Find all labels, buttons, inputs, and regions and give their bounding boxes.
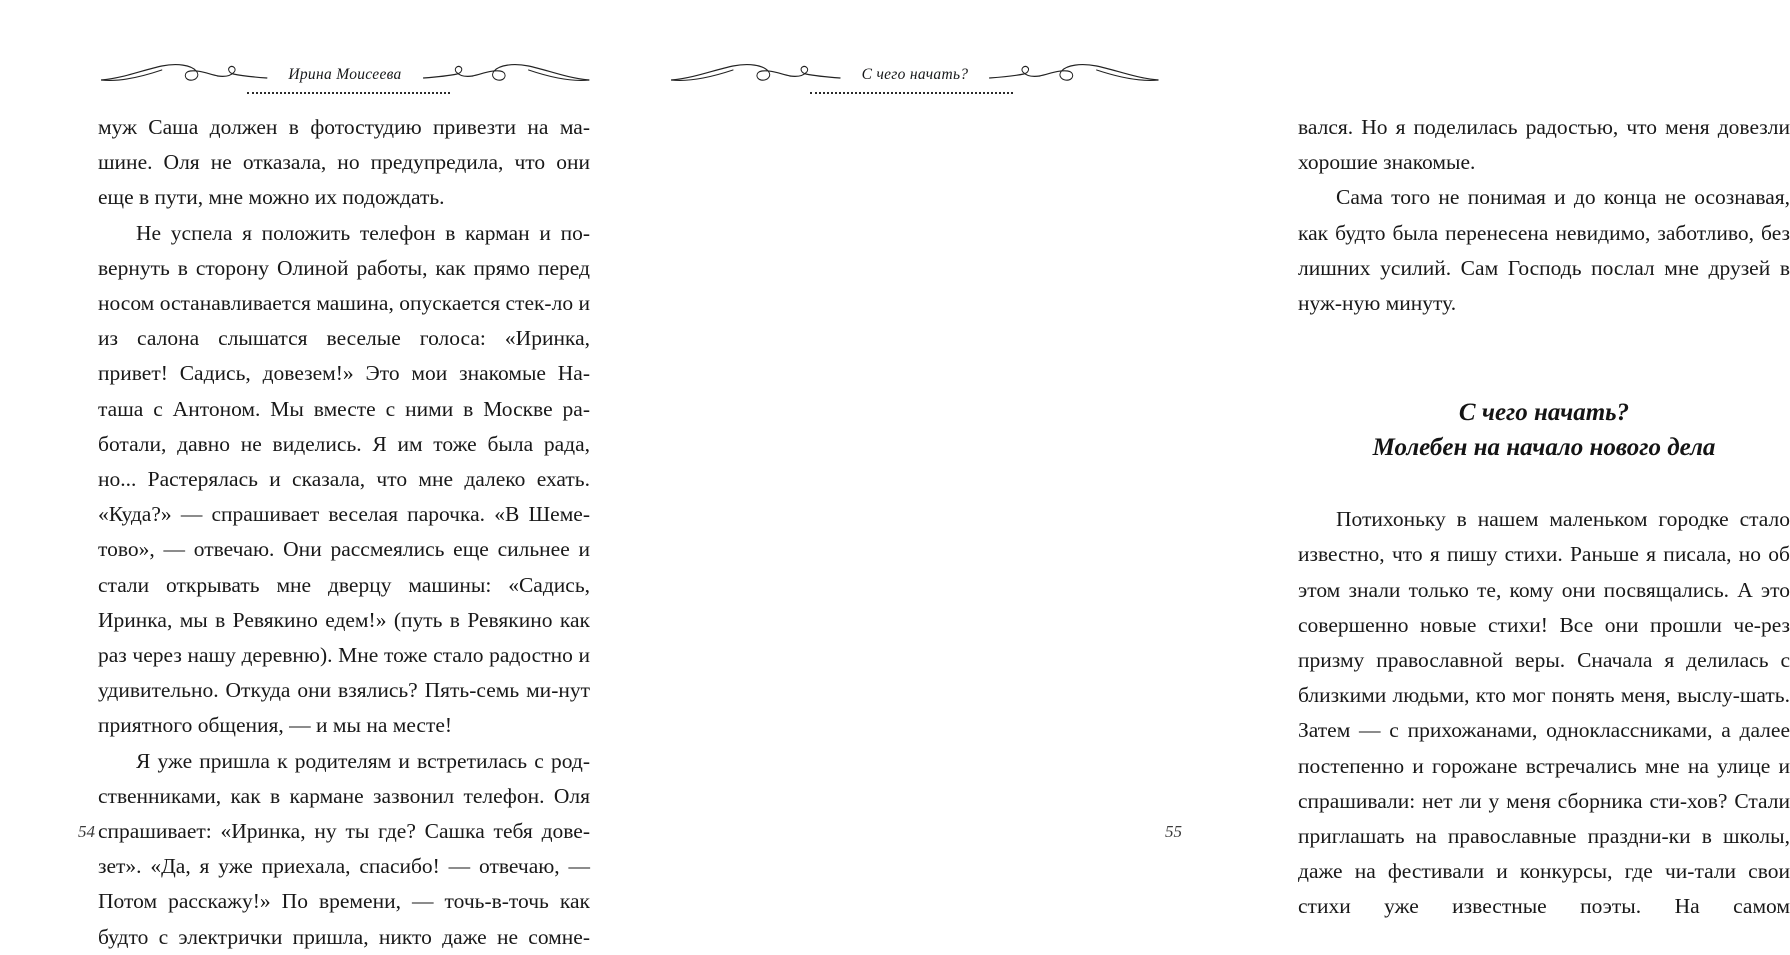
paragraph: вался. Но я поделилась радостью, что меня довезли хорошие знакомые. xyxy=(1298,115,1790,175)
chapter-title-line-1: С чего начать? xyxy=(1458,399,1630,427)
paragraph: муж Саша должен в фотостудию привезти на ма-шине. Оля не отказала, но предупредила, что они еще в пути, мне можно их подождать. xyxy=(98,115,590,210)
page-recto xyxy=(630,0,1790,919)
running-head-recto xyxy=(668,58,1162,92)
head-dotted-rule xyxy=(247,92,450,98)
running-head-verso xyxy=(98,58,592,92)
paragraph: Не успела я положить телефон в карман и по-вернуть в сторону Олиной работы, как прямо перед носом останавливается машина, опускается стек-ло и из салона слышатся веселые голоса: «Иринка, привет! Садись, довезем!» Это мои знакомые На-таша с Антоном. Мы вместе с ними в Москве ра-ботали, давно не виделись. Я им тоже была рада, но... Растерялась и сказала, что мне далеко ехать. «Куда?» — спрашивает веселая парочка. «В Шеме-тово», — отвечаю. Они рассмеялись еще сильнее и стали открывать мне дверцу машины: «Садись, Иринка, мы в Ревякино едем!» (путь в Ревякино как раз через нашу деревню). Мне тоже стало радостно и удивительно. Откуда они взялись? Пять-семь ми-нут приятного общения, — и мы на месте! xyxy=(98,220,590,738)
flourish-left-icon xyxy=(668,58,844,92)
paragraph: Потихоньку в нашем маленьком городке стало известно, что я пишу стихи. Раньше я писала, но об этом знали только те, кому они посвящались. А это совершенно новые стихи! Все они прошли че-рез призму православной веры. Сначала я делилась с близкими людьми, кто мог понять меня, выслу-шать. Затем — с прихожанами, одноклассниками, а далее постепенно и горожане встречались мне на улице и спрашивали: нет ли у меня сборника сти-хов? Стали приглашать на православные праздни-ки в школы, даже на фестивали и конкурсы, где чи-тали свои стихи уже известные поэты. На самом xyxy=(1298,507,1790,919)
body-text-recto xyxy=(1298,110,1790,925)
spacer xyxy=(1298,321,1790,395)
running-head-title: Ирина Моисеева xyxy=(288,66,402,83)
page-number: 55 xyxy=(1165,822,1182,841)
paragraph: Я уже пришла к родителям и встретилась с род-ственниками, как в кармане зазвонил телефон. Оля спрашивает: «Иринка, ну ты где? Сашка тебя дове-зет». «Да, я уже приехала, спасибо! — отвечаю, — Потом расскажу!» По времени, — точь-в-точь как будто с электрички пришла, никто даже не сомне- xyxy=(98,748,590,949)
flourish-right-icon xyxy=(420,58,592,92)
flourish-left-icon xyxy=(98,58,270,92)
paragraph: Сама того не понимая и до конца не осознавая, как будто была перенесена невидимо, заботливо, без лишних усилий. Сам Господь послал мне друзей в нуж-ную минуту. xyxy=(1298,185,1790,316)
flourish-right-icon xyxy=(986,58,1162,92)
chapter-title-line-2: Молебен на начало нового дела xyxy=(1372,434,1716,462)
running-head-title: С чего начать? xyxy=(861,66,969,83)
page-number: 54 xyxy=(78,822,95,841)
page-verso xyxy=(0,0,630,949)
body-text-verso xyxy=(98,110,590,955)
head-dotted-rule xyxy=(810,92,1013,98)
spacer xyxy=(1298,465,1790,502)
